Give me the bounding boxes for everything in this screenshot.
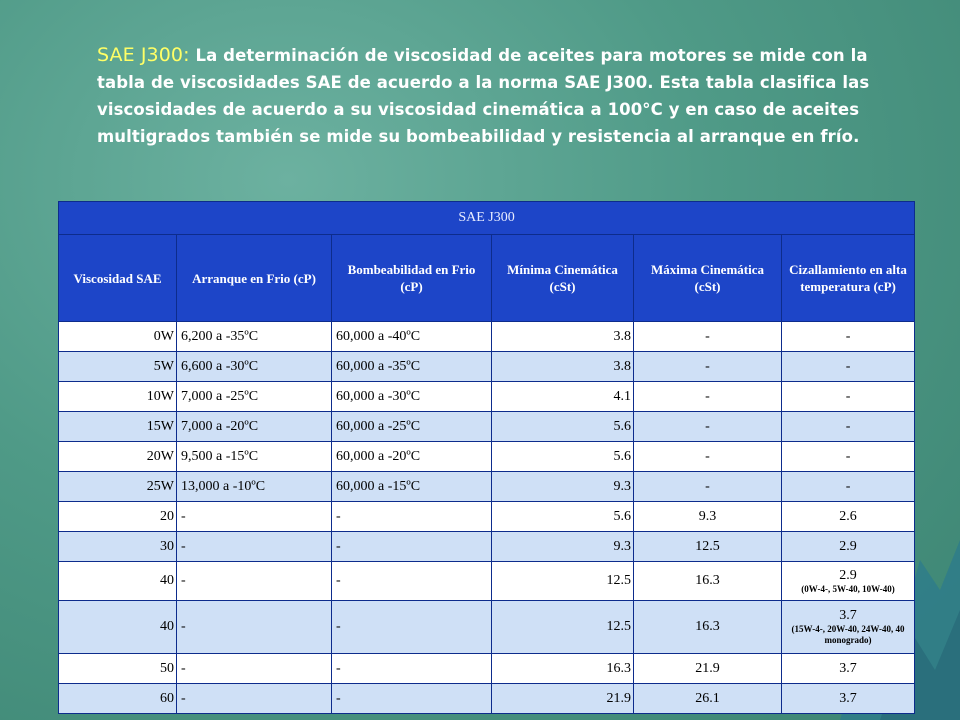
cell-value: 3.7: [839, 690, 857, 706]
column-header: Viscosidad SAE: [59, 235, 177, 322]
table-cell: [332, 532, 492, 562]
table-cell: [177, 601, 332, 654]
table-row: [59, 502, 915, 532]
table-cell: [782, 382, 915, 412]
table-cell: [59, 412, 177, 442]
cell-value: 21.9: [695, 660, 720, 676]
cell-value: -: [845, 448, 851, 464]
cell-value: 40: [160, 619, 174, 634]
table-cell: [634, 382, 782, 412]
table-cell: [782, 442, 915, 472]
cell-value: -: [845, 388, 851, 404]
table-cell: [177, 442, 332, 472]
table-cell: [782, 654, 915, 684]
cell-value: 60,000 a -25ºC: [336, 418, 421, 434]
table-cell: [492, 532, 634, 562]
table-cell: [634, 684, 782, 714]
cell-value: 2.9: [839, 538, 857, 554]
table-cell: [332, 472, 492, 502]
cell-value: -: [181, 619, 186, 634]
table-cell: [332, 654, 492, 684]
table-cell: [782, 322, 915, 352]
table-cell: [492, 654, 634, 684]
cell-value: 3.8: [613, 328, 631, 344]
cell-value: -: [336, 508, 341, 524]
column-header: Arranque en Frio (cP): [177, 235, 332, 322]
table-row: [59, 382, 915, 412]
cell-value: 5.6: [613, 448, 631, 464]
table-cell: [492, 322, 634, 352]
cell-value: 9.3: [698, 508, 717, 524]
table-cell: [177, 472, 332, 502]
cell-value: 5.6: [613, 508, 631, 524]
cell-note: (0W-4-, 5W-40, 10W-40): [801, 583, 895, 594]
cell-value: -: [705, 328, 710, 344]
cell-value: -: [705, 358, 710, 374]
table-cell: [782, 601, 915, 654]
table-cell: [59, 601, 177, 654]
cell-value: -: [181, 508, 186, 524]
cell-value: 9.3: [613, 538, 631, 554]
table-cell: [59, 322, 177, 352]
table-cell: [332, 442, 492, 472]
table-cell: [782, 352, 915, 382]
cell-value: 13,000 a -10ºC: [181, 478, 266, 494]
table-cell: [59, 472, 177, 502]
cell-value: 3.7: [839, 660, 857, 676]
intro-text: La determinación de viscosidad de aceites para motores se mide con la tabla de viscosidades SAE de acuerdo a la norma SAE J300. Esta tabla clasifica las viscosidades de acuerdo a su viscosidad cinemática a 100°C y en caso de aceites multigrados también se mide su bombeabilidad y resistencia al arranque en frío.: [97, 46, 870, 146]
table-cell: [492, 601, 634, 654]
cell-value: 12.5: [606, 619, 631, 634]
table-cell: [59, 562, 177, 601]
cell-value: 7,000 a -20ºC: [181, 418, 259, 434]
table-cell: [177, 532, 332, 562]
table-cell: [492, 502, 634, 532]
table-cell: [492, 382, 634, 412]
cell-value: -: [181, 660, 186, 676]
table-row: [59, 352, 915, 382]
cell-value: 16.3: [606, 660, 631, 676]
cell-value: 6,600 a -30ºC: [181, 358, 259, 374]
table-cell: [492, 562, 634, 601]
cell-note: (15W-4-, 20W-40, 24W-40, 40 monogrado): [791, 624, 905, 645]
table-row: [59, 601, 915, 654]
table-cell: [177, 684, 332, 714]
cell-value: -: [336, 660, 341, 676]
intro-lead: SAE J300:: [97, 44, 190, 66]
cell-value: -: [845, 478, 851, 494]
table-cell: [332, 684, 492, 714]
table-row: [59, 654, 915, 684]
table-title: SAE J300: [59, 202, 915, 235]
table-cell: [782, 412, 915, 442]
cell-value: -: [705, 478, 710, 494]
column-header: Cizallamiento en alta temperatura (cP): [782, 235, 915, 322]
cell-value: 60,000 a -15ºC: [336, 478, 421, 494]
column-header: Bombeabilidad en Frio (cP): [332, 235, 492, 322]
table-cell: [634, 562, 782, 601]
table-cell: [177, 502, 332, 532]
table-cell: [177, 382, 332, 412]
table-cell: [177, 654, 332, 684]
table-cell: [782, 684, 915, 714]
cell-value: -: [845, 328, 851, 344]
cell-value: 9.3: [613, 478, 631, 494]
table-cell: [634, 352, 782, 382]
cell-value: 12.5: [606, 573, 631, 588]
table-cell: [59, 442, 177, 472]
table-cell: [492, 684, 634, 714]
cell-value: 15W: [146, 418, 174, 434]
table-cell: [492, 412, 634, 442]
cell-value: -: [336, 538, 341, 554]
table-row: [59, 684, 915, 714]
cell-value: 26.1: [695, 690, 720, 706]
cell-value: -: [705, 418, 710, 434]
table-cell: [492, 352, 634, 382]
table-cell: [634, 472, 782, 502]
cell-value: 20W: [146, 448, 174, 464]
table-cell: [634, 601, 782, 654]
cell-value: 5.6: [613, 418, 631, 434]
cell-value: 25W: [146, 478, 174, 494]
table-cell: [634, 412, 782, 442]
table-cell: [59, 684, 177, 714]
cell-value: 3.7: [839, 608, 857, 623]
cell-value: 60,000 a -20ºC: [336, 448, 421, 464]
table-cell: [59, 382, 177, 412]
table-cell: [332, 601, 492, 654]
cell-value: 0W: [153, 328, 174, 344]
cell-value: -: [336, 573, 341, 588]
table-cell: [782, 562, 915, 601]
table-cell: [492, 472, 634, 502]
cell-value: -: [845, 418, 851, 434]
table-cell: [177, 412, 332, 442]
table-cell: [332, 322, 492, 352]
cell-value: 2.9: [839, 567, 857, 583]
cell-value: -: [181, 573, 186, 588]
cell-value: 2.6: [839, 508, 857, 524]
table-row: [59, 442, 915, 472]
table-cell: [634, 442, 782, 472]
cell-value: -: [181, 538, 186, 554]
cell-value: 60,000 a -30ºC: [336, 388, 421, 404]
cell-value: 12.5: [695, 538, 720, 554]
cell-value: 50: [160, 660, 174, 676]
table-cell: [59, 532, 177, 562]
cell-value: 3.8: [613, 358, 631, 374]
cell-value: 5W: [153, 358, 174, 374]
cell-value: 60,000 a -40ºC: [336, 328, 421, 344]
cell-value: -: [336, 690, 341, 706]
cell-value: 60,000 a -35ºC: [336, 358, 421, 374]
table-cell: [634, 532, 782, 562]
column-header: Mínima Cinemática (cSt): [492, 235, 634, 322]
cell-value: 40: [160, 573, 174, 588]
table-cell: [634, 654, 782, 684]
cell-value: 30: [160, 538, 174, 554]
table-row: [59, 472, 915, 502]
table-cell: [332, 502, 492, 532]
table-cell: [634, 502, 782, 532]
cell-value: -: [845, 358, 851, 374]
cell-value: -: [181, 690, 186, 706]
table-row: [59, 322, 915, 352]
table-cell: [59, 654, 177, 684]
table-row: [59, 562, 915, 601]
cell-value: 4.1: [613, 388, 631, 404]
table-cell: [177, 352, 332, 382]
column-header: Máxima Cinemática (cSt): [634, 235, 782, 322]
table-cell: [332, 382, 492, 412]
table-cell: [332, 562, 492, 601]
table-cell: [634, 322, 782, 352]
cell-value: -: [336, 619, 341, 634]
table-cell: [492, 442, 634, 472]
cell-value: 9,500 a -15ºC: [181, 448, 259, 464]
cell-value: 20: [160, 508, 174, 524]
table-cell: [332, 412, 492, 442]
table-row: [59, 412, 915, 442]
cell-value: 60: [160, 690, 174, 706]
cell-value: -: [705, 448, 710, 464]
table-cell: [782, 472, 915, 502]
cell-value: 6,200 a -35ºC: [181, 328, 259, 344]
cell-value: 7,000 a -25ºC: [181, 388, 259, 404]
table-cell: [177, 562, 332, 601]
cell-value: 21.9: [606, 690, 631, 706]
viscosity-table: [58, 201, 915, 714]
table-cell: [177, 322, 332, 352]
cell-value: 16.3: [695, 619, 720, 634]
table-row: [59, 532, 915, 562]
table-cell: [59, 502, 177, 532]
table-cell: [782, 502, 915, 532]
table-cell: [332, 352, 492, 382]
cell-value: 10W: [146, 388, 174, 404]
cell-value: -: [705, 388, 710, 404]
table-cell: [782, 532, 915, 562]
intro-paragraph: [97, 42, 887, 150]
cell-value: 16.3: [695, 573, 720, 588]
table-cell: [59, 352, 177, 382]
